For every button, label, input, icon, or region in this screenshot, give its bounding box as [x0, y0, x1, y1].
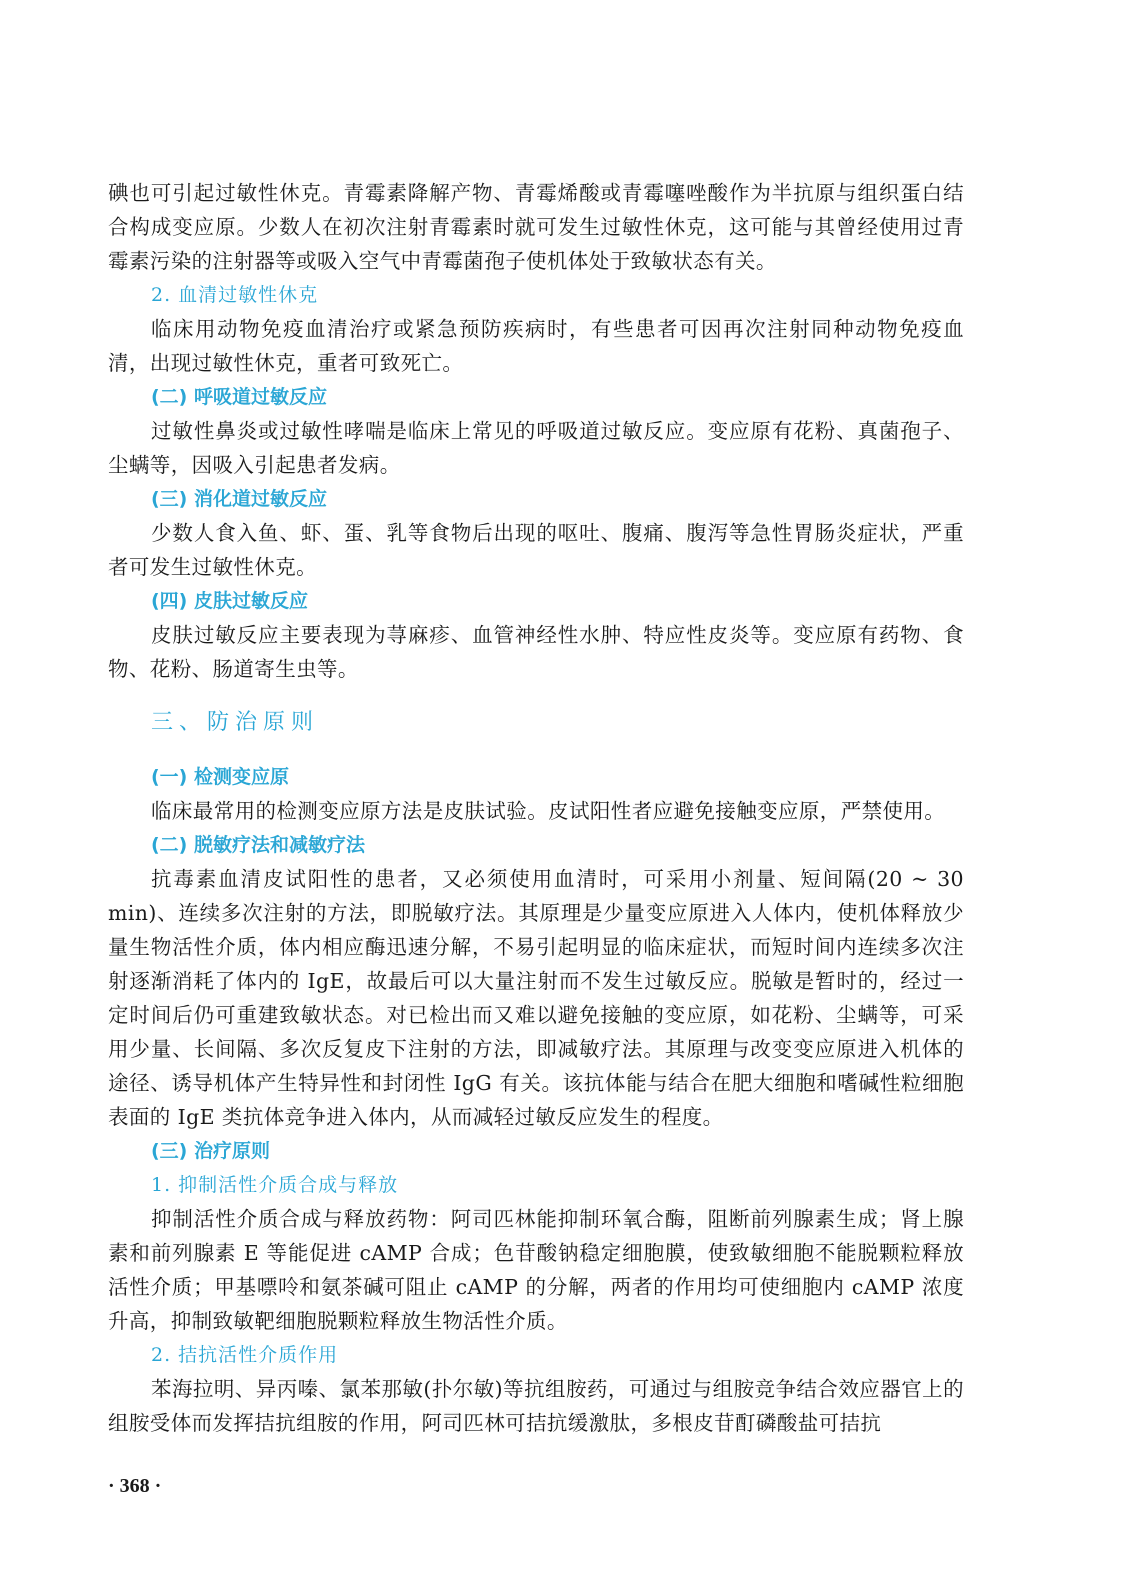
paragraph: 苯海拉明、异丙嗪、氯苯那敏(扑尔敏)等抗组胺药，可通过与组胺竞争结合效应器官上的组胺受体而发挥拮抗组胺的作用，阿司匹林可拮抗缓激肽，多根皮苷酊磷酸盐可拮抗	[108, 1377, 964, 1435]
heading-detect-allergen: (一) 检测变应原	[151, 766, 289, 788]
heading-treatment: (三) 治疗原则	[151, 1140, 270, 1162]
heading-digestive: (三) 消化道过敏反应	[151, 488, 327, 510]
heading-respiratory: (二) 呼吸道过敏反应	[151, 386, 327, 408]
paragraph: 抗毒素血清皮试阳性的患者，又必须使用血清时，可采用小剂量、短间隔(20 ~ 30 min)、连续多次注射的方法，即脱敏疗法。其原理是少量变应原进入人体内，使机体释放少量生物活性介质，体内相应酶迅速分解，不易引起明显的临床症状，而短时间内连续多次注射逐渐消耗了体内的 IgE，故最后可以大量注射而不发生过敏反应。脱敏是暂时的，经过一定时间后仍可重建致敏状态。对已检出而又难以避免接触的变应原，如花粉、尘螨等，可采用少量、长间隔、多次反复皮下注射的方法，即减敏疗法。其原理与改变变应原进入机体的途径、诱导机体产生特异性和封闭性 IgG 有关。该抗体能与结合在肥大细胞和嗜碱性粒细胞表面的 IgE 类抗体竞争进入体内，从而减轻过敏反应发生的程度。	[108, 867, 964, 1129]
page-number: · 368 ·	[108, 1475, 162, 1497]
subheading-inhibit: 1. 抑制活性介质合成与释放	[151, 1174, 399, 1196]
heading-desensitization: (二) 脱敏疗法和减敏疗法	[151, 834, 365, 856]
paragraph: 碘也可引起过敏性休克。青霉素降解产物、青霉烯酸或青霉噻唑酸作为半抗原与组织蛋白结合构成变应原。少数人在初次注射青霉素时就可发生过敏性休克，这可能与其曾经使用过青霉素污染的注射器等或吸入空气中青霉菌孢子使机体处于致敏状态有关。	[108, 181, 964, 273]
page-content	[108, 176, 964, 1440]
paragraph: 少数人食入鱼、虾、蛋、乳等食物后出现的呕吐、腹痛、腹泻等急性胃肠炎症状，严重者可发生过敏性休克。	[108, 521, 964, 579]
subheading-serum-shock: 2. 血清过敏性休克	[151, 284, 319, 306]
paragraph: 临床最常用的检测变应原方法是皮肤试验。皮试阳性者应避免接触变应原，严禁使用。	[151, 799, 946, 823]
section-heading-prevention: 三、防治原则	[151, 710, 320, 735]
paragraph: 皮肤过敏反应主要表现为荨麻疹、血管神经性水肿、特应性皮炎等。变应原有药物、食物、花粉、肠道寄生虫等。	[108, 623, 964, 681]
paragraph: 过敏性鼻炎或过敏性哮喘是临床上常见的呼吸道过敏反应。变应原有花粉、真菌孢子、尘螨等，因吸入引起患者发病。	[108, 419, 964, 477]
heading-skin: (四) 皮肤过敏反应	[151, 590, 308, 612]
subheading-antagonize: 2. 拮抗活性介质作用	[151, 1344, 339, 1366]
paragraph: 临床用动物免疫血清治疗或紧急预防疾病时，有些患者可因再次注射同种动物免疫血清，出现过敏性休克，重者可致死亡。	[108, 317, 964, 375]
paragraph: 抑制活性介质合成与释放药物：阿司匹林能抑制环氧合酶，阻断前列腺素生成；肾上腺素和前列腺素 E 等能促进 cAMP 合成；色苷酸钠稳定细胞膜，使致敏细胞不能脱颗粒释放活性介质；甲基嘌呤和氨茶碱可阻止 cAMP 的分解，两者的作用均可使细胞内 cAMP 浓度升高，抑制致敏靶细胞脱颗粒释放生物活性介质。	[108, 1207, 964, 1333]
